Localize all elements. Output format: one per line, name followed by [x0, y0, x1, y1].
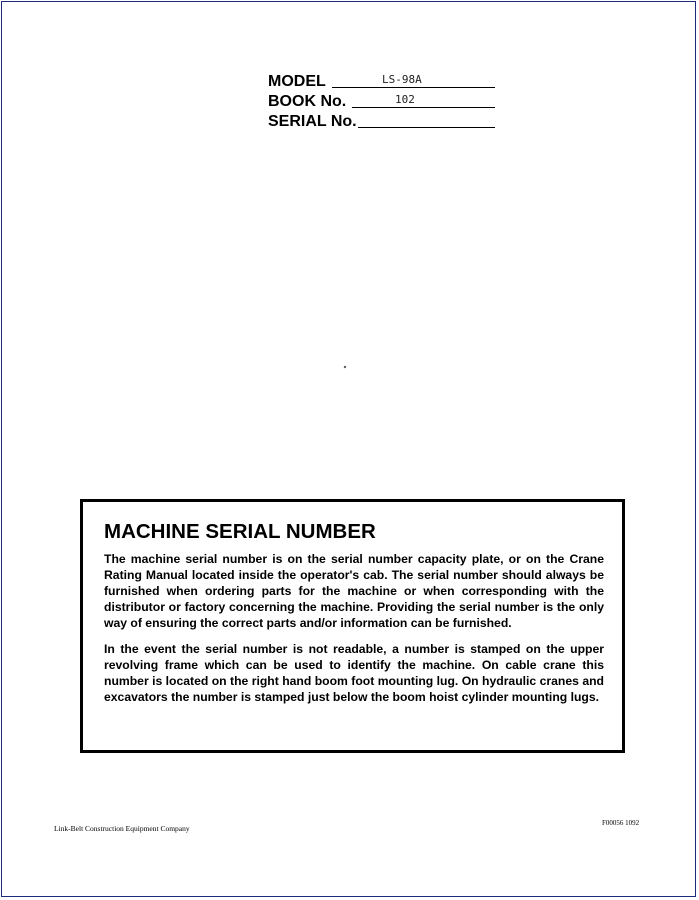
model-label: MODEL	[268, 73, 326, 90]
model-line	[332, 87, 495, 88]
book-line	[352, 107, 495, 108]
page-border	[1, 1, 696, 897]
notice-title: MACHINE SERIAL NUMBER	[104, 520, 376, 543]
serial-label: SERIAL No.	[268, 113, 357, 130]
serial-number-notice	[80, 499, 625, 753]
header-fields	[268, 72, 508, 132]
serial-field	[268, 112, 508, 132]
book-field	[268, 92, 508, 112]
model-field	[268, 72, 508, 92]
footer-form-code: F00056 1092	[602, 819, 640, 827]
book-value: 102	[395, 93, 415, 106]
model-value: LS-98A	[382, 73, 422, 86]
serial-line	[358, 127, 495, 128]
notice-paragraph-1: The machine serial number is on the serial number capacity plate, or on the Crane Rating Manual located inside the operator's cab. The serial number should always be furnished when ordering parts for the machine or when corresponding with the distributor or factory concerning the machine. Providing the serial number is the only way of ensuring the correct parts and/or information can be furnished.	[104, 552, 604, 630]
book-label: BOOK No.	[268, 93, 347, 110]
footer-company: Link-Belt Construction Equipment Company	[54, 824, 190, 833]
notice-paragraph-2: In the event the serial number is not readable, a number is stamped on the upper revolving frame which can be used to identify the machine. On cable crane this number is located on the right hand boom foot mounting lug. On hydraulic cranes and excavators the number is stamped just below the boom hoist cylinder mounting lugs.	[104, 642, 604, 704]
